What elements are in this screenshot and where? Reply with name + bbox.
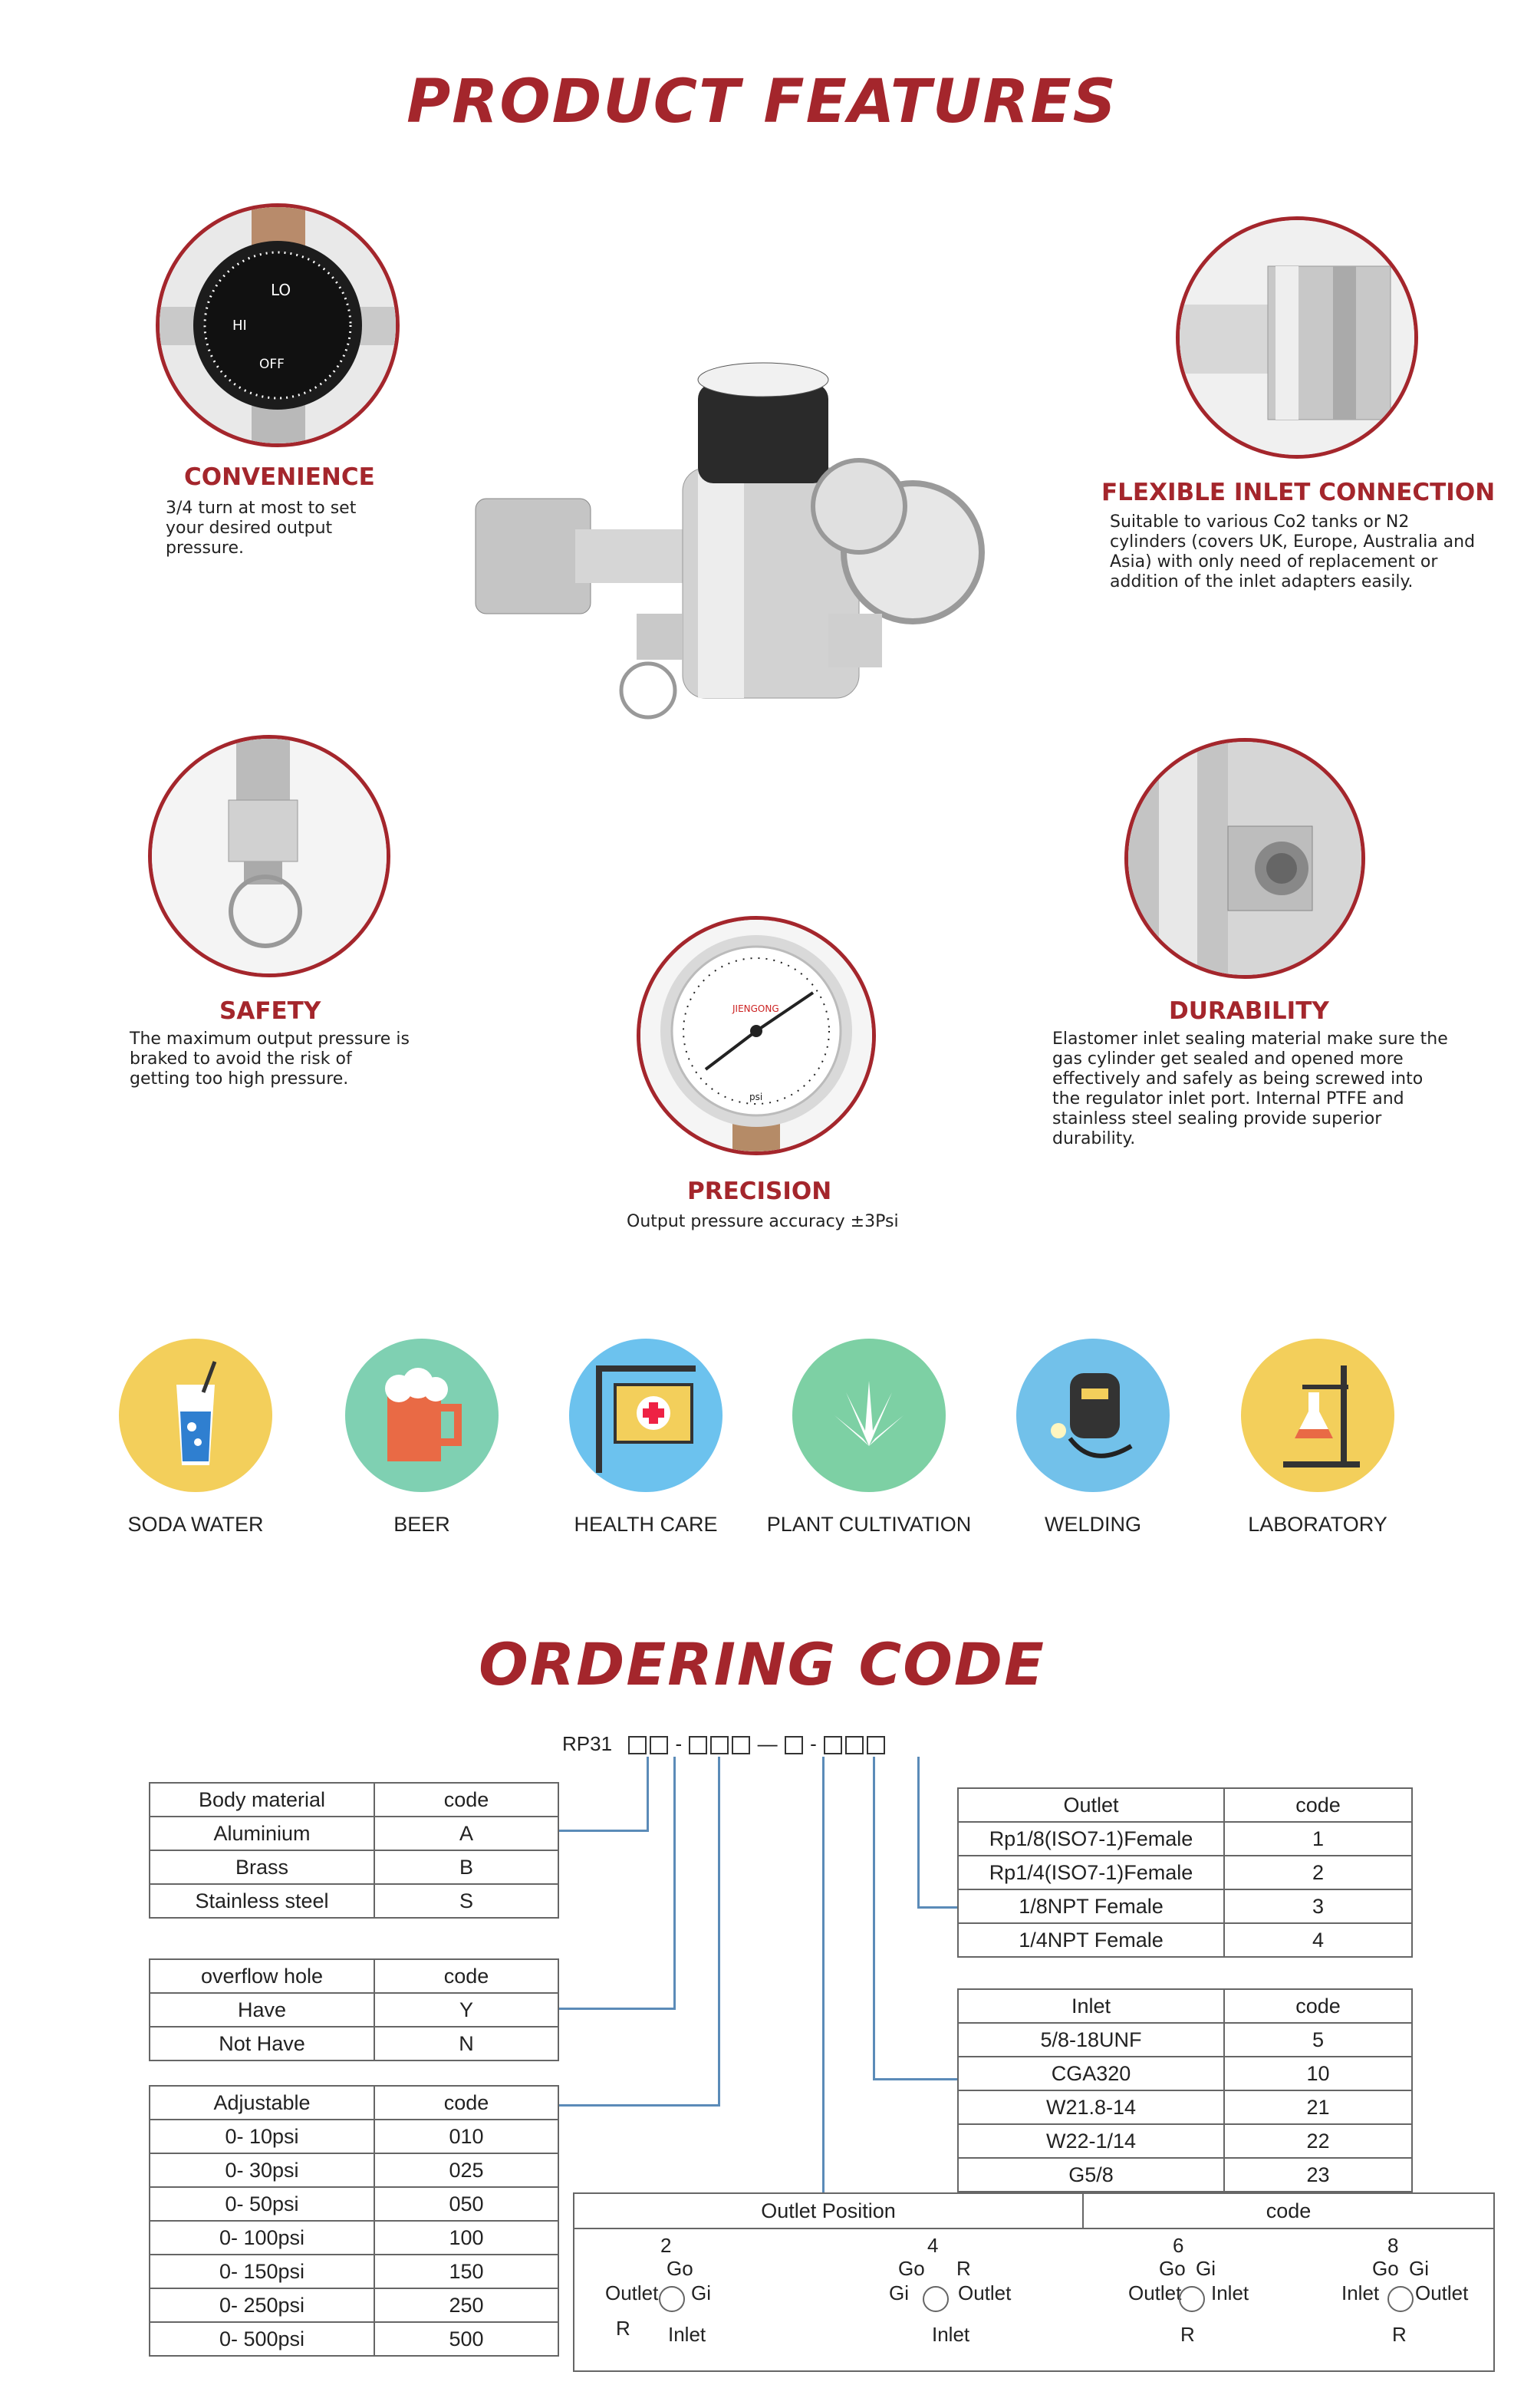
r-label: R (956, 2257, 971, 2280)
table-row (150, 2322, 558, 2356)
cell: 1/8NPT Female (958, 1889, 1224, 1923)
precision-desc: Output pressure accuracy ±3Psi (627, 1212, 899, 1231)
cell: 1/4NPT Female (958, 1923, 1224, 1957)
cell: B (374, 1850, 558, 1884)
code-prefix: RP31 (562, 1732, 613, 1755)
position-circle (923, 2286, 949, 2312)
go-label: Go (667, 2257, 693, 2280)
outlet-table (957, 1787, 1413, 1958)
beer-label: BEER (393, 1513, 450, 1536)
gauge-brand-label: JIENGONG (732, 1003, 779, 1014)
go-label: Go (1372, 2257, 1399, 2280)
cell: 0- 100psi (150, 2221, 374, 2255)
adjustable-header: Adjustable (150, 2086, 374, 2120)
cell: 100 (374, 2221, 558, 2255)
adjustable-code-header: code (374, 2086, 558, 2120)
body-material-code-header: code (374, 1783, 558, 1817)
inlet-label: Inlet (668, 2323, 706, 2346)
cell: 10 (1224, 2057, 1412, 2090)
table-row (958, 2124, 1412, 2158)
laboratory-label: LABORATORY (1248, 1513, 1387, 1536)
position-code: 8 (1387, 2234, 1399, 2257)
knob-off-label: OFF (259, 357, 285, 372)
cell: 025 (374, 2153, 558, 2187)
inlet-label: Inlet (1211, 2281, 1249, 2304)
inlet-table (957, 1988, 1413, 2192)
cell: 5/8-18UNF (958, 2023, 1224, 2057)
position-code: 6 (1173, 2234, 1184, 2257)
code-pattern: RP31 - — - (562, 1732, 887, 1756)
convenience-desc: 3/4 turn at most to set your desired output pressure. (166, 499, 357, 558)
outlet-position-6 (1128, 2234, 1282, 2364)
table-row (150, 2120, 558, 2153)
outlet-label: Outlet (1415, 2281, 1469, 2304)
outlet-label: Outlet (1128, 2281, 1182, 2304)
inlet-connector-image (1176, 216, 1418, 459)
table-row (150, 2153, 558, 2187)
welding-label: WELDING (1044, 1513, 1141, 1536)
cell: 0- 150psi (150, 2255, 374, 2288)
product-features-title: PRODUCT FEATURES (407, 68, 1117, 137)
outlet-position-header: Outlet Position (574, 2194, 1084, 2229)
gi-label: Gi (1196, 2257, 1216, 2280)
outlet-position-4 (889, 2234, 1042, 2364)
outlet-position-code-header: code (1084, 2194, 1493, 2229)
cell: Stainless steel (150, 1884, 374, 1918)
outlet-position-table (573, 2192, 1495, 2372)
flexible-inlet-title: FLEXIBLE INLET CONNECTION (1101, 479, 1496, 506)
cell: Not Have (150, 2027, 374, 2060)
plant-cultivation-icon (792, 1339, 946, 1492)
cell: W22-1/14 (958, 2124, 1224, 2158)
beer-icon (345, 1339, 499, 1492)
table-row (150, 1993, 558, 2027)
r-label: R (1392, 2323, 1407, 2346)
laboratory-icon (1241, 1339, 1394, 1492)
inlet-label: Inlet (1341, 2281, 1380, 2304)
cell: 3 (1224, 1889, 1412, 1923)
cell: Y (374, 1993, 558, 2027)
precision-gauge-image (637, 916, 876, 1155)
position-circle (1387, 2286, 1414, 2312)
cell: Aluminium (150, 1817, 374, 1850)
cell: 050 (374, 2187, 558, 2221)
body-material-header: Body material (150, 1783, 374, 1817)
position-code: 4 (927, 2234, 939, 2257)
cell: 010 (374, 2120, 558, 2153)
table-row (958, 1856, 1412, 1889)
table-row (958, 1889, 1412, 1923)
cell: 0- 30psi (150, 2153, 374, 2187)
cell: 23 (1224, 2158, 1412, 2192)
outlet-position-8 (1341, 2234, 1495, 2364)
cell: 500 (374, 2322, 558, 2356)
table-row (958, 2057, 1412, 2090)
convenience-title: CONVENIENCE (184, 463, 375, 491)
r-label: R (1180, 2323, 1195, 2346)
inlet-label: Inlet (932, 2323, 970, 2346)
outlet-header: Outlet (958, 1788, 1224, 1822)
health-care-label: HEALTH CARE (574, 1513, 718, 1536)
gi-label: Gi (1409, 2257, 1429, 2280)
cell: 150 (374, 2255, 558, 2288)
precision-title: PRECISION (687, 1178, 832, 1205)
adjustable-table (149, 2085, 559, 2357)
cell: Brass (150, 1850, 374, 1884)
plant-cultivation-label: PLANT CULTIVATION (766, 1513, 972, 1536)
cell: 0- 50psi (150, 2187, 374, 2221)
table-row (150, 2027, 558, 2060)
cell: G5/8 (958, 2158, 1224, 2192)
cell: 21 (1224, 2090, 1412, 2124)
outlet-code-header: code (1224, 1788, 1412, 1822)
welding-icon (1016, 1339, 1170, 1492)
inlet-code-header: code (1224, 1989, 1412, 2023)
position-circle (1179, 2286, 1205, 2312)
table-row (150, 2255, 558, 2288)
table-row (150, 2187, 558, 2221)
position-circle (659, 2286, 685, 2312)
safety-image (148, 735, 390, 977)
go-label: Go (898, 2257, 925, 2280)
position-code: 2 (660, 2234, 672, 2257)
cell: N (374, 2027, 558, 2060)
gi-label: Gi (889, 2281, 909, 2304)
knob-lo-label: LO (271, 281, 291, 299)
cell: CGA320 (958, 2057, 1224, 2090)
cell: 0- 250psi (150, 2288, 374, 2322)
overflow-hole-table (149, 1958, 559, 2061)
outlet-label: Outlet (605, 2281, 659, 2304)
table-row (150, 1850, 558, 1884)
cell: 0- 500psi (150, 2322, 374, 2356)
cell: 1 (1224, 1822, 1412, 1856)
table-row (958, 1923, 1412, 1957)
safety-title: SAFETY (219, 997, 321, 1025)
table-row (958, 2023, 1412, 2057)
cell: W21.8-14 (958, 2090, 1224, 2124)
cell: A (374, 1817, 558, 1850)
outlet-position-2 (605, 2234, 759, 2364)
cell: 4 (1224, 1923, 1412, 1957)
safety-desc: The maximum output pressure is braked to avoid the risk of getting too high pressure. (130, 1029, 410, 1089)
cell: Have (150, 1993, 374, 2027)
ordering-code-title: ORDERING CODE (479, 1630, 1045, 1698)
health-care-icon (569, 1339, 723, 1492)
flexible-inlet-desc: Suitable to various Co2 tanks or N2 cylinders (covers UK, Europe, Australia and Asia) with only need of replacement or addition of the inlet adapters easily. (1110, 512, 1476, 591)
cell: 0- 10psi (150, 2120, 374, 2153)
table-row (150, 2221, 558, 2255)
cell: 250 (374, 2288, 558, 2322)
table-row (958, 2158, 1412, 2192)
cell: 5 (1224, 2023, 1412, 2057)
overflow-code-header: code (374, 1959, 558, 1993)
cell: 2 (1224, 1856, 1412, 1889)
table-row (150, 1817, 558, 1850)
table-row (150, 2288, 558, 2322)
table-row (958, 1822, 1412, 1856)
gauge-unit-label: psi (749, 1092, 763, 1102)
cell: S (374, 1884, 558, 1918)
cell: Rp1/8(ISO7-1)Female (958, 1822, 1224, 1856)
table-row (150, 1884, 558, 1918)
r-label: R (616, 2317, 630, 2340)
body-material-table (149, 1782, 559, 1919)
cell: Rp1/4(ISO7-1)Female (958, 1856, 1224, 1889)
durability-desc: Elastomer inlet sealing material make sure the gas cylinder get sealed and opened more effectively and safely as being screwed into the regulator inlet port. Internal PTFE and stainless steel sealing provide superior durability. (1052, 1029, 1448, 1148)
table-row (958, 2090, 1412, 2124)
durability-image (1124, 738, 1365, 979)
durability-title: DURABILITY (1169, 997, 1329, 1025)
gi-label: Gi (691, 2281, 711, 2304)
soda-water-label: SODA WATER (127, 1513, 264, 1536)
outlet-label: Outlet (958, 2281, 1012, 2304)
inlet-header: Inlet (958, 1989, 1224, 2023)
convenience-image (156, 203, 400, 447)
soda-water-icon (119, 1339, 272, 1492)
go-label: Go (1159, 2257, 1186, 2280)
knob-hi-label: HI (232, 318, 247, 334)
regulator-product-image (460, 330, 1089, 744)
overflow-header: overflow hole (150, 1959, 374, 1993)
cell: 22 (1224, 2124, 1412, 2158)
